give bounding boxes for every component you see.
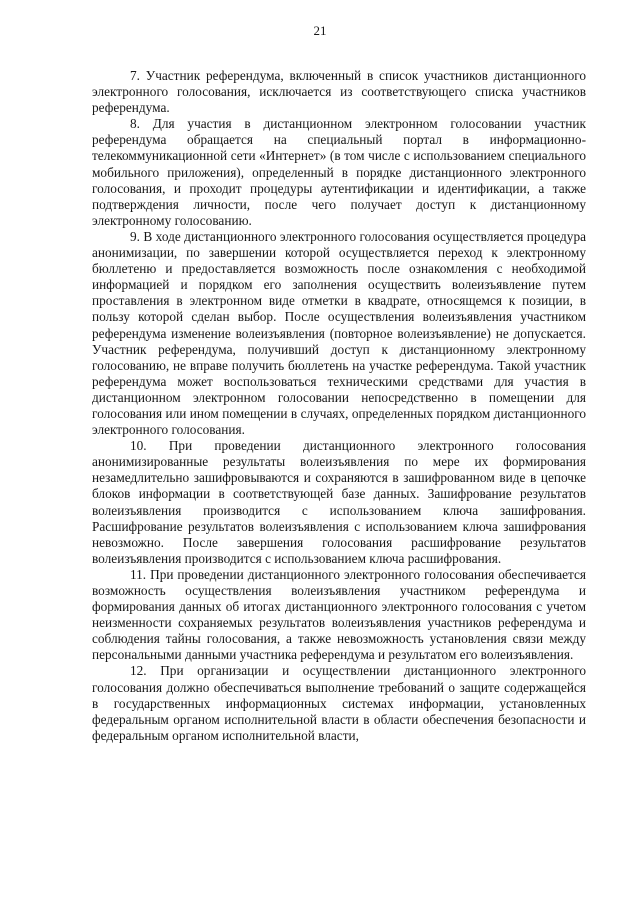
paragraph-10: 10. При проведении дистанционного электронного голосования анонимизированные результаты волеизъявления по мере их формирования незамедлительно зашифровываются и сохраняются в зашифрованном виде в цепочке блоков информации в соответствующей базе данных. Зашифрование результатов волеизъявления производится с использованием ключа зашифрования. Расшифрование результатов волеизъявления с использованием ключа зашифрования невозможно. После завершения голосования расшифрование результатов волеизъявления производится с использованием ключа расшифрования. [92,438,586,566]
paragraph-8: 8. Для участия в дистанционном электронном голосовании участник референдума обращается на специальный портал в информационно-телекоммуникационной сети «Интернет» (в том числе с использованием специального мобильного приложения), определенный в порядке дистанционного электронного голосования, и проходит процедуры аутентификации и идентификации, а также подтверждения личности, после чего получает доступ к дистанционному электронному голосованию. [92,116,586,228]
paragraph-9: 9. В ходе дистанционного электронного голосования осуществляется процедура анонимизации, по завершении которой осуществляется переход к электронному бюллетеню и предоставляется возможность после ознакомления с необходимой информацией и порядком его заполнения осуществить волеизъявление путем проставления в электронном виде отметки в квадрате, относящемся к позиции, в пользу которой сделан выбор. После осуществления волеизъявления участником референдума изменение волеизъявления (повторное волеизъявление) не допускается. Участник референдума, получивший доступ к дистанционному электронному голосованию, не вправе получить бюллетень на участке референдума. Такой участник референдума может воспользоваться техническими средствами для участия в дистанционном электронном голосовании непосредственно в помещении для голосования или ином помещении в случаях, определенных порядком дистанционного электронного голосования. [92,228,586,438]
page-number: 21 [313,23,327,38]
paragraph-12: 12. При организации и осуществлении дистанционного электронного голосования должно обеспечиваться выполнение требований о защите содержащейся в государственных информационных системах информации, установленных федеральным органом исполнительной власти в области обеспечения безопасности и федеральным органом исполнительной власти, [92,663,586,743]
paragraph-7: 7. Участник референдума, включенный в список участников дистанционного электронного голосования, исключается из соответствующего списка участников референдума. [92,68,586,116]
paragraph-11: 11. При проведении дистанционного электронного голосования обеспечивается возможность осуществления волеизъявления участником референдума и формирования данных об итогах дистанционного электронного голосования с учетом неизменности сохраняемых результатов волеизъявления участников референдума и соблюдения тайны голосования, а также невозможность установления связи между персональными данными участника референдума и результатом его волеизъявления. [92,566,586,663]
document-body [92,68,586,744]
